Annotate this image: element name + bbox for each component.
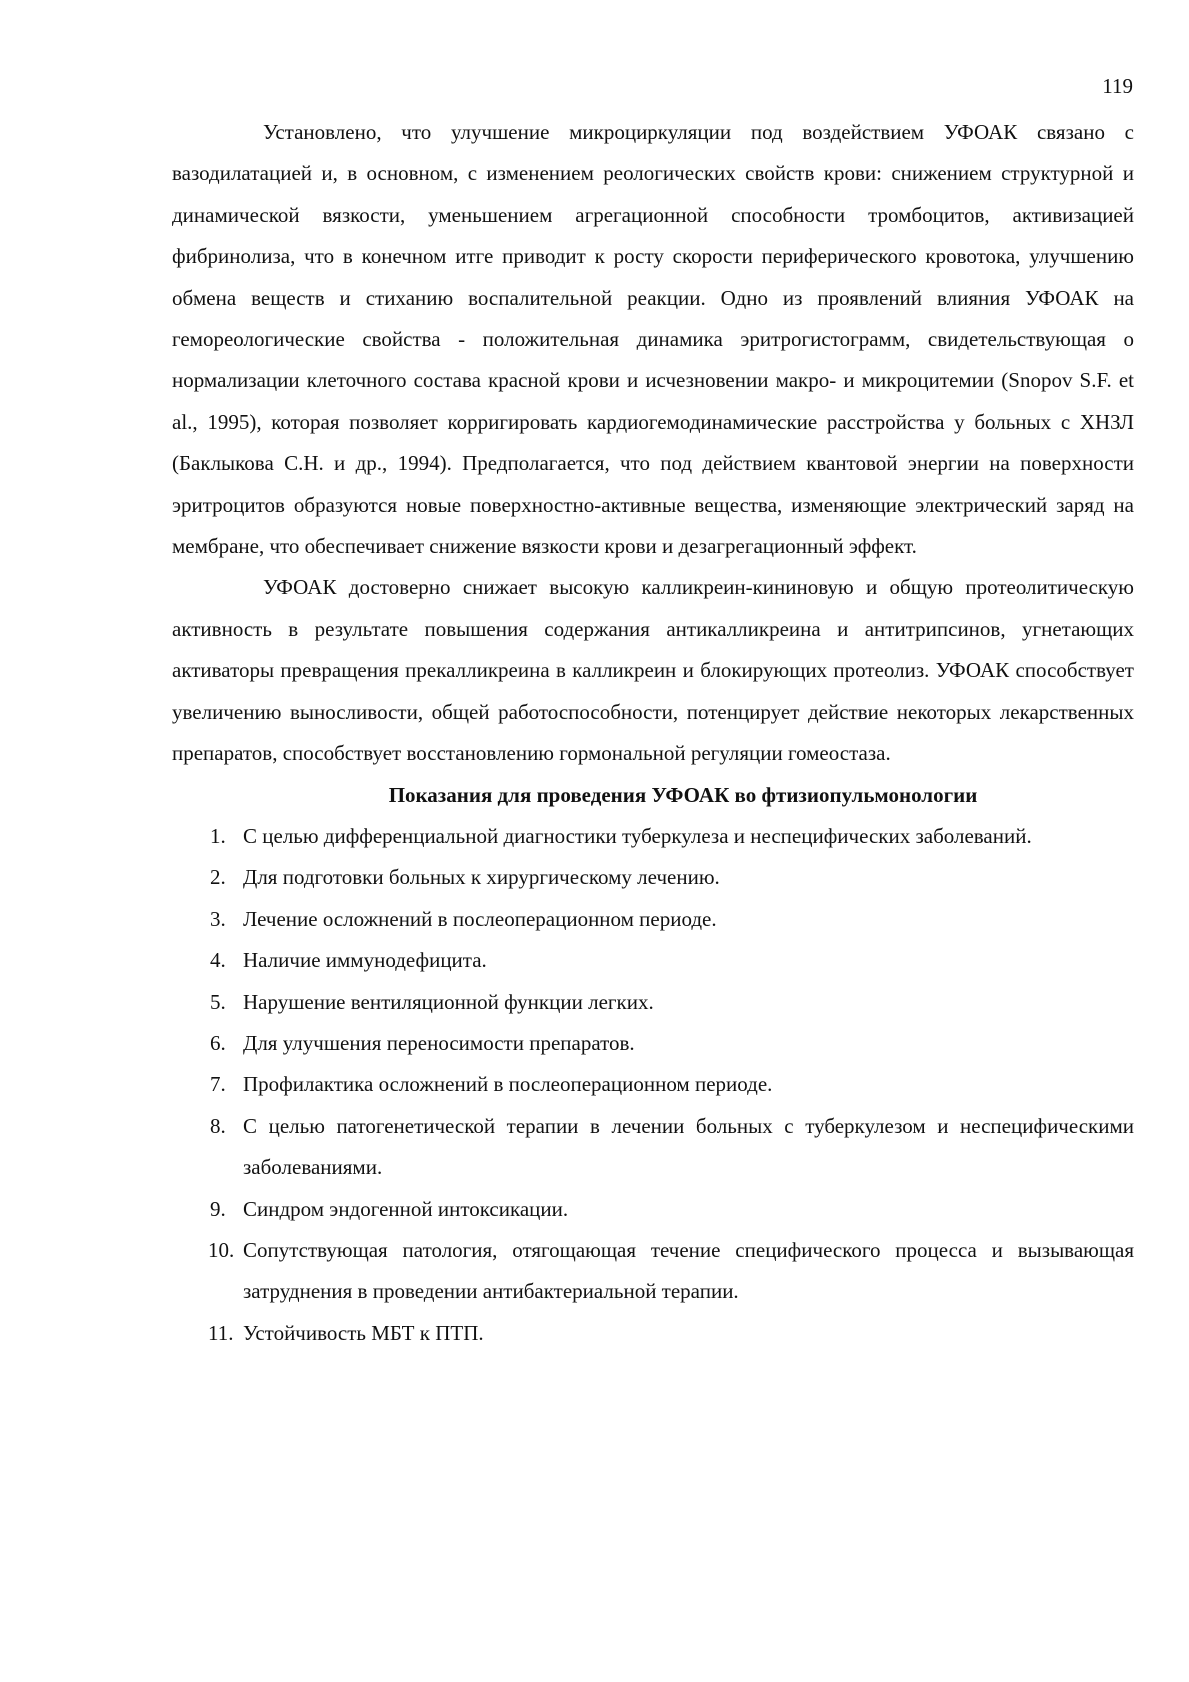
list-item: [172, 899, 1134, 940]
list-item: [172, 1189, 1134, 1230]
list-item-text: Лечение осложнений в послеоперационном периоде.: [243, 906, 717, 931]
list-item: [172, 1106, 1134, 1189]
page-body: [172, 112, 1134, 1354]
list-item-text: Нарушение вентиляционной функции легких.: [243, 989, 654, 1014]
list-item-number: 5.: [210, 989, 226, 1014]
section-heading: Показания для проведения УФОАК во фтизиопульмонологии: [388, 782, 978, 807]
list-item-text: Профилактика осложнений в послеоперационном периоде.: [243, 1072, 773, 1097]
list-item-number: 1.: [210, 823, 226, 848]
list-item: [172, 1064, 1134, 1105]
list-item-text: Синдром эндогенной интоксикации.: [243, 1196, 569, 1221]
list-item-number: 4.: [210, 948, 226, 973]
list-item: [172, 857, 1134, 898]
list-item-number: 9.: [210, 1196, 226, 1221]
list-item: [172, 1313, 1134, 1354]
list-item-number: 3.: [210, 906, 226, 931]
list-item: [172, 1230, 1134, 1313]
list-item: [172, 982, 1134, 1023]
list-item-text: С целью патогенетической терапии в лечении больных с туберкулезом и неспецифическими заболеваниями.: [243, 1113, 1134, 1180]
list-item-text: Устойчивость МБТ к ПТП.: [243, 1320, 484, 1345]
paragraph-proteolytic-activity: УФОАК достоверно снижает высокую калликреин-кининовую и общую протеолитическую активность в результате повышения содержания антикалликреина и антитрипсинов, угнетающих активаторы превращения прекалликреина в калликреин и блокирующих протеолиз. УФОАК способствует увеличению выносливости, общей работоспособности, потенцирует действие некоторых лекарственных препаратов, способствует восстановлению гормональной регуляции гомеостаза.: [172, 575, 1134, 766]
page-number: 119: [1102, 74, 1133, 98]
paragraph-microcirculation: Установлено, что улучшение микроциркуляции под воздействием УФОАК связано с вазодилатацией и, в основном, с изменением реологических свойств крови: снижением структурной и динамической вязкости, уменьшением агрегационной способности тромбоцитов, активизацией фибринолиза, что в конечном итге приводит к росту скорости периферического кровотока, улучшению обмена веществ и стиханию воспалительной реакции. Одно из проявлений влияния УФОАК на гемореологические свойства - положительная динамика эритрогистограмм, свидетельствующая о нормализации клеточного состава красной крови и исчезновении макро- и микроцитемии (Snopov S.F. et al., 1995), которая позволяет корригировать кардиогемодинамические расстройства у больных с ХНЗЛ (Баклыкова С.Н. и др., 1994). Предполагается, что под действием квантовой энергии на поверхности эритроцитов образуются новые поверхностно-активные вещества, изменяющие электрический заряд на мембране, что обеспечивает снижение вязкости крови и дезагрегационный эффект.: [172, 120, 1134, 559]
list-item-number: 7.: [210, 1072, 226, 1097]
list-item: [172, 1023, 1134, 1064]
list-item-text: Наличие иммунодефицита.: [243, 948, 487, 973]
list-item-number: 11.: [208, 1320, 234, 1345]
list-item-text: Для улучшения переносимости препаратов.: [243, 1030, 635, 1055]
list-item-number: 10.: [208, 1237, 235, 1262]
list-item: [172, 816, 1134, 857]
list-item-number: 8.: [210, 1113, 226, 1138]
list-item-number: 6.: [210, 1030, 226, 1055]
indications-list: [172, 816, 1134, 1354]
list-item-text: Сопутствующая патология, отягощающая течение специфического процесса и вызывающая затруднения в проведении антибактериальной терапии.: [243, 1237, 1134, 1304]
list-item-text: Для подготовки больных к хирургическому лечению.: [243, 865, 720, 890]
list-item-text: С целью дифференциальной диагностики туберкулеза и неспецифических заболеваний.: [243, 823, 1032, 848]
list-item-number: 2.: [210, 865, 226, 890]
list-item: [172, 940, 1134, 981]
